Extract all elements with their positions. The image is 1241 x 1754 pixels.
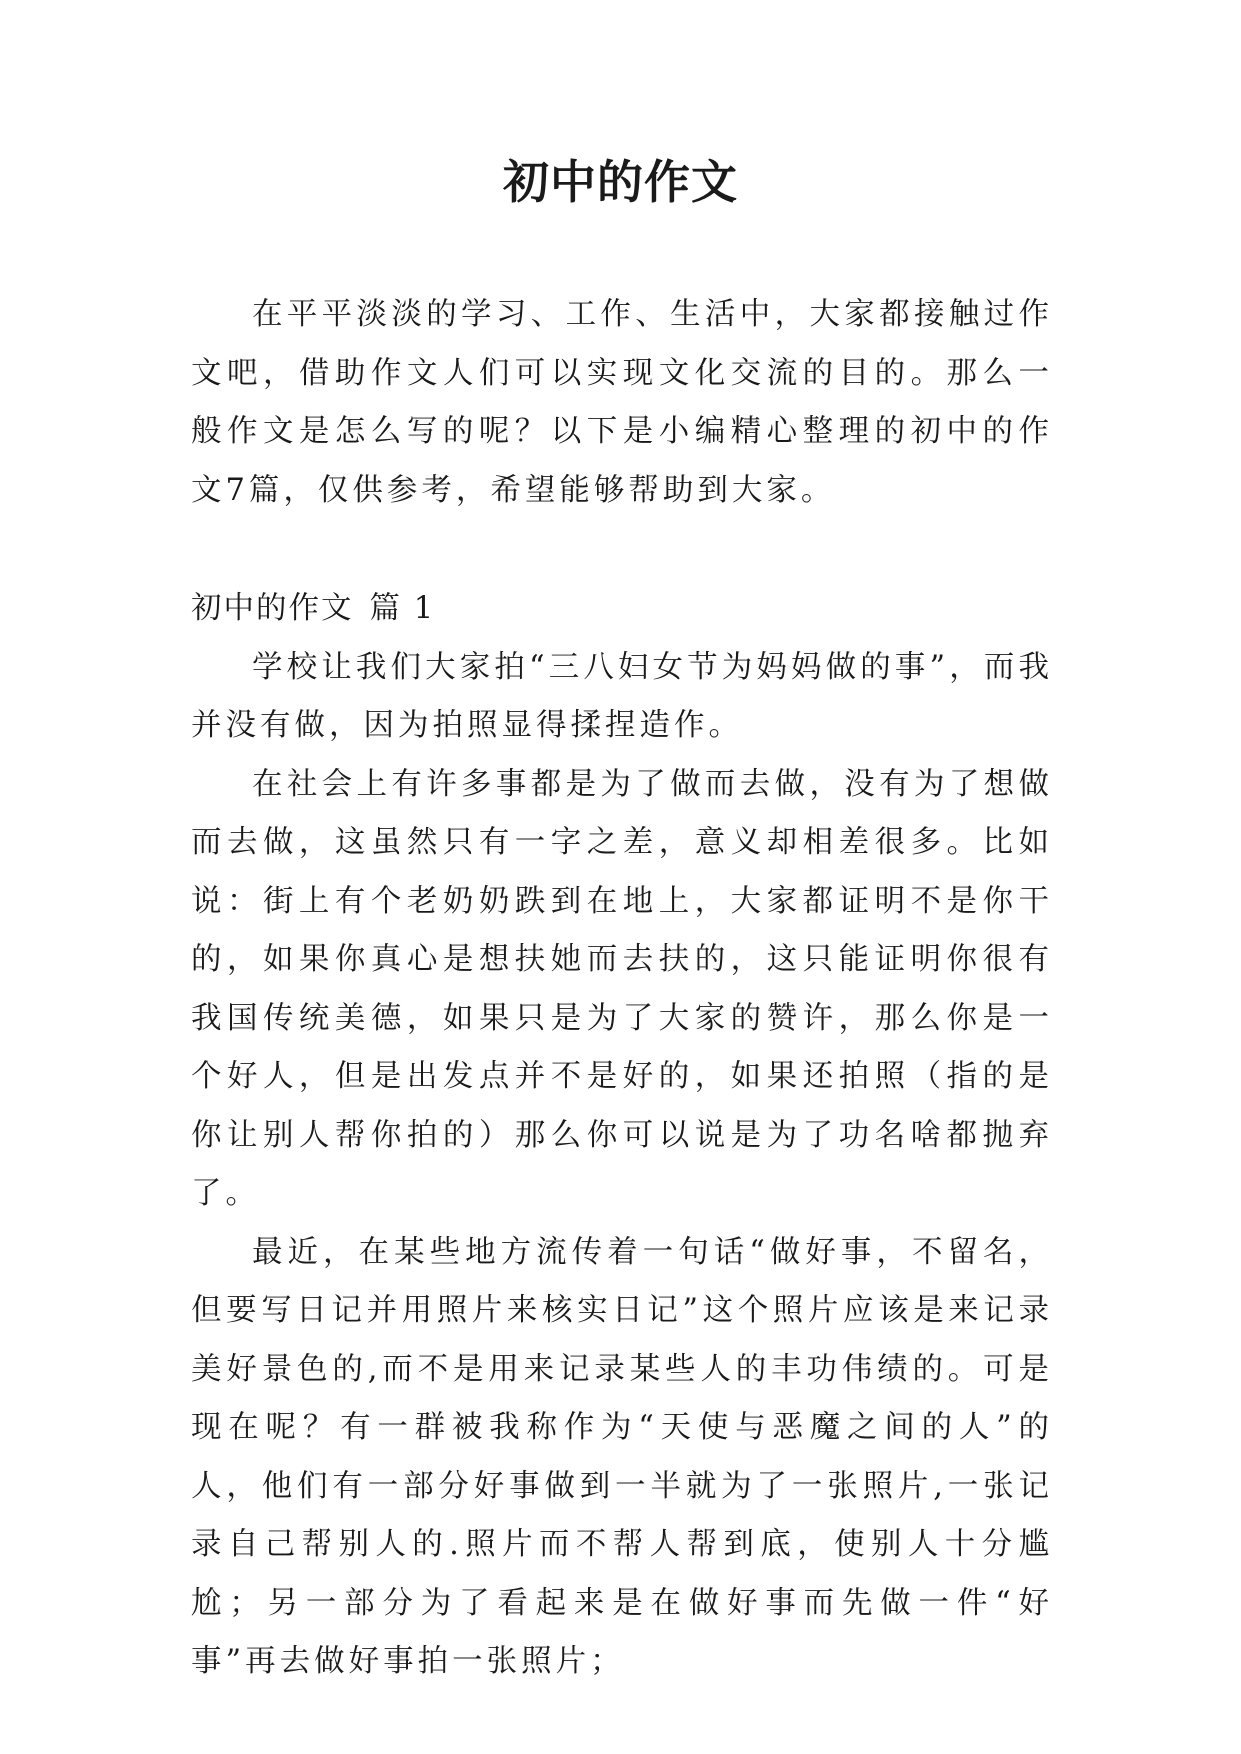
section-heading-title: 初中的作文: [191, 591, 354, 626]
section-1: [191, 580, 1053, 1692]
section-paragraph-1: 学校让我们大家拍“三八妇女节为妈妈做的事”，而我并没有做，因为拍照显得揉捏造作。: [191, 649, 1053, 743]
section-paragraph-3: 最近，在某些地方流传着一句话“做好事，不留名，但要写日记并用照片来核实日记”这个照片应该是来记录美好景色的,而不是用来记录某些人的丰功伟绩的。可是现在呢？有一群被我称作为“天使与恶魔之间的人”的人，他们有一部分好事做到一半就为了一张照片,一张记录自己帮别人的.照片而不帮人帮到底，使别人十分尴尬；另一部分为了看起来是在做好事而先做一件“好事”再去做好事拍一张照片；: [191, 1234, 1053, 1679]
document-body: [191, 286, 1053, 1692]
section-heading: [191, 580, 1053, 639]
section-heading-part: 篇 1: [369, 591, 436, 626]
intro-paragraph: 在平平淡淡的学习、工作、生活中，大家都接触过作文吧，借助作文人们可以实现文化交流的目的。那么一般作文是怎么写的呢？以下是小编精心整理的初中的作文7篇，仅供参考，希望能够帮助到大家。: [191, 297, 1053, 508]
document-title: 初中的作文: [503, 155, 738, 209]
section-paragraph-2: 在社会上有许多事都是为了做而去做，没有为了想做而去做，这虽然只有一字之差，意义却相差很多。比如说：街上有个老奶奶跌到在地上，大家都证明不是你干的，如果你真心是想扶她而去扶的，这只能证明你很有我国传统美德，如果只是为了大家的赞许，那么你是一个好人，但是出发点并不是好的，如果还拍照（指的是你让别人帮你拍的）那么你可以说是为了功名啥都抛弃了。: [191, 766, 1053, 1211]
